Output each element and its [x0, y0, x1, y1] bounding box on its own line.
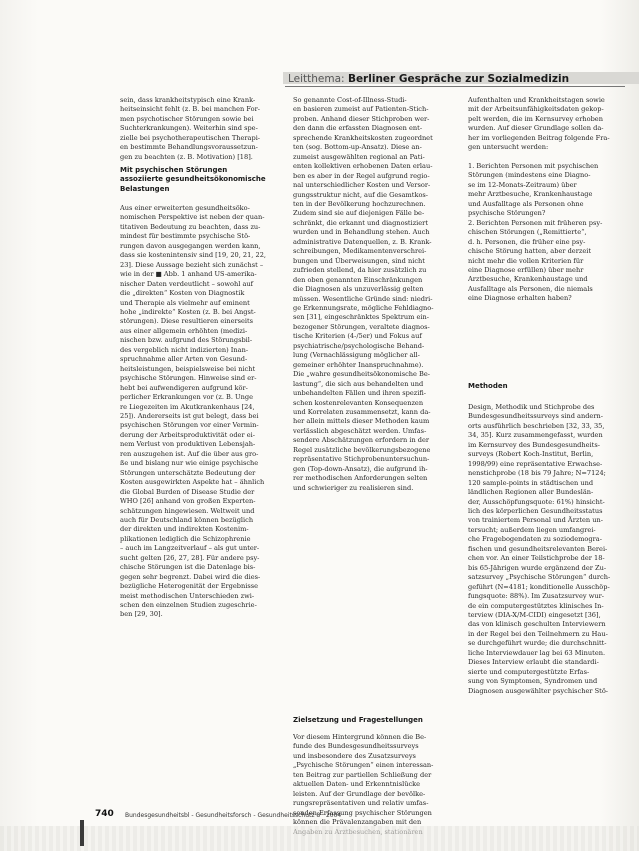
text-line: bezügliche Heterogenität der Ergebnisse	[120, 582, 259, 591]
text-line: mindest für bestimmte psychische Stö-	[120, 232, 251, 241]
text-line: lastung“, die sich aus behandelten und	[293, 379, 424, 388]
section-heading-aims	[293, 716, 423, 725]
text-line: schränkt, die erkannt und diagnostiziert	[293, 218, 428, 227]
text-line: proben. Anhand dieser Stichproben wer-	[293, 114, 430, 123]
text-line: – auch im Langzeitverlauf – als gut unter-	[120, 544, 260, 553]
text-line: chische Störungen ist die Datenlage bis-	[120, 563, 256, 572]
text-line: 1. Berichten Personen mit psychischen	[468, 162, 599, 170]
text-line: nenstichprobe (18 bis 79 Jahre; N=7124;	[468, 469, 606, 478]
text-line: senden Erfassung psychischer Störungen	[293, 808, 432, 817]
text-line: Suchterkrankungen). Weiterhin sind spe-	[120, 124, 258, 133]
text-line: titativen Bedeutung zu beachten, dass zu-	[120, 222, 261, 231]
text-line: her allein mittels dieser Methoden kaum	[293, 417, 430, 426]
text-line: zielle bei psychotherapeutischen Therapi-	[120, 133, 261, 142]
text-line: sucht gelten [26, 27, 28]. Für andere psy-	[120, 553, 260, 562]
text-line: Zudem sind sie auf diejenigen Fälle be-	[293, 209, 425, 218]
text-line: gen (Top-down-Ansatz), die aufgrund ih-	[293, 464, 428, 473]
text-line: Vor diesem Hintergrund können die Be-	[293, 733, 427, 741]
text-line: lung (Vernachlässigung möglicher all-	[293, 351, 420, 360]
text-line: her im vorliegenden Beitrag folgende Fra-	[468, 133, 610, 142]
scan-edge-strip	[0, 826, 639, 851]
text-line: re Liegezeiten im Akutkrankenhaus [24,	[120, 402, 255, 411]
text-line: nischen bzw. aufgrund des Störungsbil-	[120, 336, 253, 345]
text-line: sen [31], eingeschränktes Spektrum ein-	[293, 313, 429, 322]
header-rule	[285, 86, 625, 87]
text-line: enten kollektiven erhobenen Daten erlau-	[293, 162, 433, 171]
text-line: pelt werden, die im Kernsurvey erhoben	[468, 114, 603, 123]
text-line: ße und bislang nur wie einige psychische	[120, 459, 259, 468]
text-line: psychische Störungen?	[468, 209, 546, 218]
text-line: Mit psychischen Störungen	[120, 166, 228, 174]
text-line: sein, dass krankheitstypisch eine Krank-	[120, 96, 256, 104]
text-line: 120 sample-points in städtischen und	[468, 478, 594, 487]
page-number: 740	[95, 809, 114, 819]
text-line: bezogener Störungen, veraltete diagnos-	[293, 322, 430, 331]
text-line: wurden und in Behandlung stehen. Auch	[293, 228, 430, 237]
text-line: rungen davon ausgegangen werden kann,	[120, 241, 261, 250]
text-line: lich des körperlichen Gesundheitsstatus	[468, 506, 603, 515]
text-line: tische Kriterien (4-/5er) und Fokus auf	[293, 332, 422, 341]
text-line: 34, 35]. Kurz zusammengefasst, wurden	[468, 431, 603, 440]
text-line: gen zu beachten (z. B. Motivation) [18].	[120, 152, 253, 161]
text-line: fungsquote: 88%). Im Zusatzsurvey wur-	[468, 592, 604, 601]
text-line: der direkten und indirekten Kostenim-	[120, 525, 249, 534]
text-line: Aufenthalten und Krankheitstagen sowie	[468, 96, 605, 104]
text-line: hebt bei aufwendigeren aufgrund kör-	[120, 383, 248, 392]
text-line: sierte und computergestützte Erfas-	[468, 667, 590, 676]
text-line: en bestimmte Behandlungsvoraussetzun-	[120, 143, 258, 152]
text-line: surveys (Robert Koch-Institut, Berlin,	[468, 450, 594, 459]
section-heading-costs	[120, 166, 266, 194]
text-line: psychiatrische/psychologische Behand-	[293, 341, 425, 350]
text-line: in der Regel bei den Teilnehmern zu Hau-	[468, 629, 608, 638]
text-line: sprechende Krankheitskosten zugeordnet	[293, 133, 433, 142]
text-line: de ein computergestütztes klinisches In-	[468, 601, 604, 610]
text-line: hohe „indirekte“ Kosten (z. B. bei Angst-	[120, 307, 256, 316]
text-line: Dieses Interview erlaubt die standardi-	[468, 658, 599, 667]
column-2-upper	[293, 96, 453, 493]
text-line: psychischen Störungen vor einer Vermin-	[120, 421, 259, 430]
text-line: schen kostenrelevanten Konsequenzen	[293, 398, 424, 407]
text-line: eine Diagnose erhalten haben?	[468, 294, 572, 303]
text-line: mehr Arztbesuche, Krankenhaustage	[468, 190, 593, 199]
text-line: funde des Bundesgesundheitssurveys	[293, 742, 419, 751]
text-line: d. h. Personen, die früher eine psy-	[468, 237, 586, 246]
text-line: Diagnosen ausgewählter psychischer Stö-	[468, 686, 609, 695]
text-line: schätzungen hingewiesen. Weltweit und	[120, 506, 255, 515]
text-line: nem Verlust von produktiven Lebensjah-	[120, 440, 256, 449]
text-line: ren auszugehen ist. Auf die über aus gro-	[120, 449, 259, 458]
text-line: psychische Störungen. Hinweise sind er-	[120, 374, 257, 383]
text-line: satzsurvey „Psychische Störungen“ durch-	[468, 573, 611, 582]
text-line: unbehandelten Fällen und ihren spezifi-	[293, 389, 426, 398]
text-line: den dann die erfassten Diagnosen ent-	[293, 124, 423, 133]
text-line: und insbesondere des Zusatzsurveys	[293, 751, 416, 760]
text-line: Störungen unterschätzte Bedeutung der	[120, 468, 256, 477]
text-line: rer methodischen Anforderungen selten	[293, 474, 428, 483]
text-line: Methoden	[468, 382, 508, 390]
text-line: Arztbesuche, Krankenhaustage und	[468, 275, 588, 284]
column-1-upper	[120, 96, 280, 162]
text-line: wie in der ■ Abb. 1 anhand US-amerika-	[120, 270, 257, 279]
text-line: verlässlich abgeschätzt werden. Umfas-	[293, 426, 427, 435]
text-line: chen vor. An einer Teilstichprobe der 18-	[468, 554, 605, 563]
text-line: ten in der Bevölkerung hochzurechnen.	[293, 199, 426, 208]
text-line: und schwieriger zu realisieren sind.	[293, 483, 414, 492]
text-line: men psychotischer Störungen sowie bei	[120, 114, 254, 123]
text-line: Belastungen	[120, 184, 170, 193]
text-line: aus einer allgemein erhöhten (medizi-	[120, 326, 248, 335]
text-line: nicht mehr die vollen Kriterien für	[468, 256, 584, 265]
text-line: eine Diagnose erfüllen) über mehr	[468, 265, 584, 274]
text-line: spruchnahme aller Arten von Gesund-	[120, 355, 248, 364]
text-line: heitseinsicht fehlt (z. B. bei manchen For-	[120, 105, 260, 114]
column-1-lower	[120, 204, 280, 620]
journal-footer: Bundesgesundheitsbl - Gesundheitsforsch - Gesundheitsschutz 8 · 2004	[125, 812, 342, 819]
text-line: „Psychische Störungen“ einen interessan-	[293, 761, 434, 770]
text-line: ge Erkennungsrate, mögliche Fehldiagno-	[293, 303, 434, 312]
text-line: bungen und Überweisungen, sind nicht	[293, 256, 425, 265]
text-line: Kosten ausgewirkten Aspekte hat – ähnlich	[120, 478, 265, 487]
text-line: ben es aber in der Regel aufgrund regio-	[293, 171, 430, 180]
text-line: 25]). Andererseits ist gut belegt, dass bei	[120, 411, 259, 420]
text-line: und Ausfalltage als Personen ohne	[468, 199, 584, 208]
text-line: se durchgeführt wurde; die durchschnitt-	[468, 639, 607, 648]
text-line: nal unterschiedlicher Kosten und Versor-	[293, 181, 431, 190]
text-line: Die „wahre gesundheitsökonomische Be-	[293, 370, 430, 379]
text-line: Zielsetzung und Fragestellungen	[293, 716, 423, 724]
text-line: Störungen (mindestens eine Diagno-	[468, 171, 591, 180]
text-line: leisten. Auf der Grundlage der bevölke-	[293, 789, 426, 798]
text-line: meist methodischen Unterschieden zwi-	[120, 591, 255, 600]
text-line: zufrieden stellend, da hier zusätzlich zu	[293, 266, 427, 275]
text-line: plikationen lediglich die Schizophrenie	[120, 534, 251, 543]
text-line: orts ausführlich beschrieben [32, 33, 35,	[468, 421, 605, 430]
text-line: mit der Arbeitsunfähigkeitsdaten gekop-	[468, 105, 604, 114]
text-line: zumeist ausgewählten regional an Pati-	[293, 152, 425, 161]
research-questions-list	[468, 162, 628, 304]
text-line: das von klinisch geschulten Interviewern	[468, 620, 606, 629]
text-line: tersucht; außerdem liegen umfangrei-	[468, 525, 596, 534]
text-line: von trainiertem Personal und Ärzten un-	[468, 516, 603, 525]
text-line: den oben genannten Einschränkungen	[293, 275, 423, 284]
text-line: terview (DIA-X/M-CIDI) eingesetzt [36],	[468, 610, 601, 619]
text-line: Bundesgesundheitssurveys sind andern-	[468, 412, 603, 421]
text-line: derung der Arbeitsproduktivität oder ei-	[120, 430, 255, 439]
text-line: ländlichen Regionen aller Bundeslän-	[468, 488, 594, 497]
text-line: heitsleistungen, beispielsweise bei nicht	[120, 364, 256, 373]
text-line: chische Störung hatten, aber derzeit	[468, 247, 591, 256]
text-line: So genannte Cost-of-Illness-Studi-	[293, 96, 407, 104]
text-line: 2. Berichten Personen mit früheren psy-	[468, 218, 603, 227]
text-line: rungsrepräsentativen und relativ umfas-	[293, 799, 429, 808]
text-line: se im 12-Monats-Zeitraum) über	[468, 180, 577, 189]
text-line: die Diagnosen als unzuverlässig gelten	[293, 285, 424, 294]
running-header	[288, 72, 569, 86]
text-line: aktuellen Daten- und Erkenntnislücke	[293, 780, 421, 789]
text-line: chischen Störungen („Remittierte“,	[468, 228, 587, 237]
text-line: ten (sog. Bottom-up-Ansatz). Diese an-	[293, 143, 422, 152]
text-line: repräsentative Stichprobenuntersuchun-	[293, 455, 430, 464]
text-line: des vergeblich nicht indizierten) Inan-	[120, 345, 249, 354]
text-line: sendere Abschätzungen erfordern in der	[293, 436, 430, 445]
text-line: auch für Deutschland können bezüglich	[120, 515, 254, 524]
text-line: fischen und gesundheitsrelevanten Berei-	[468, 544, 608, 553]
column-2-lower	[293, 733, 453, 837]
text-line: liche Interviewdauer lag bei 63 Minuten.	[468, 648, 606, 657]
text-line: nomischen Perspektive ist neben der quan-	[120, 213, 265, 222]
column-3-lower	[468, 403, 628, 696]
text-line: che Fragebogendaten zu soziodemogra-	[468, 535, 602, 544]
text-line: störungen). Diese resultieren einerseits	[120, 317, 254, 326]
text-line: gungsstruktur nicht, auf die Gesamtkos-	[293, 190, 429, 199]
text-line: im Kernsurvey des Bundesgesundheits-	[468, 440, 600, 449]
text-line: gen untersucht werden:	[468, 143, 549, 152]
text-line: und Therapie als vielmehr auf eminent	[120, 298, 250, 307]
section-heading-methods	[468, 382, 508, 391]
text-line: 1998/99) eine repräsentative Erwachse-	[468, 459, 603, 468]
text-line: nischer Daten verdeutlicht – sowohl auf	[120, 279, 254, 288]
text-line: perlicher Erkrankungen vor (z. B. Unge	[120, 393, 253, 402]
text-line: schen den einzelnen Studien zugeschrie-	[120, 601, 257, 610]
text-line: sung von Symptomen, Syndromen und	[468, 677, 598, 686]
text-line: assoziierte gesundheitsökonomische	[120, 175, 266, 184]
text-line: müssen. Wesentliche Gründe sind: niedri-	[293, 294, 433, 303]
text-line: ten Beitrag zur partiellen Schließung der	[293, 770, 432, 779]
header-section-label: Leitthema:	[288, 73, 345, 85]
text-line: dass sie kostenintensiv sind [19, 20, 21, 22,	[120, 251, 266, 260]
column-3-upper	[468, 96, 628, 153]
text-line: bis 65-Jährigen wurde ergänzend der Zu-	[468, 563, 607, 572]
text-line: WHO [26] anhand von großen Experten-	[120, 497, 256, 506]
text-line: die „direkten“ Kosten von Diagnostik	[120, 289, 245, 298]
text-line: Aus einer erweiterten gesundheitsöko-	[120, 204, 250, 212]
text-line: können die Prävalenzangaben mit den	[293, 818, 422, 827]
scan-marker	[80, 820, 84, 846]
text-line: 23]. Diese Aussage bezieht sich zunächst –	[120, 260, 264, 269]
text-line: ben [29, 30].	[120, 610, 163, 619]
text-line: wurden. Auf dieser Grundlage sollen da-	[468, 124, 604, 133]
text-line: der, Ausschöpfungsquote: 61%) hinsicht-	[468, 497, 605, 506]
text-line: Ausfalltage als Personen, die niemals	[468, 284, 593, 293]
text-line: administrative Datenquellen, z. B. Krank-	[293, 237, 432, 246]
text-line: gegen sehr begrenzt. Dabei wird die dies-	[120, 572, 261, 581]
text-line: en basieren zumeist auf Patienten-Stich-	[293, 105, 429, 114]
text-line: Design, Methodik und Stichprobe des	[468, 403, 595, 411]
text-line: Regel zusätzliche bevölkerungsbezogene	[293, 445, 431, 454]
text-line: die Global Burden of Disease Studie der	[120, 487, 255, 496]
header-title: Berliner Gespräche zur Sozialmedizin	[347, 73, 570, 85]
text-line: und Korrelaten zusammensetzt, kann da-	[293, 407, 431, 416]
text-line: geführt (N=4181; konditionelle Ausschöp-	[468, 582, 610, 591]
text-line: schreibungen, Medikamentenverschrei-	[293, 247, 427, 256]
text-line: gemeiner erhöhter Inanspruchnahme).	[293, 360, 424, 369]
